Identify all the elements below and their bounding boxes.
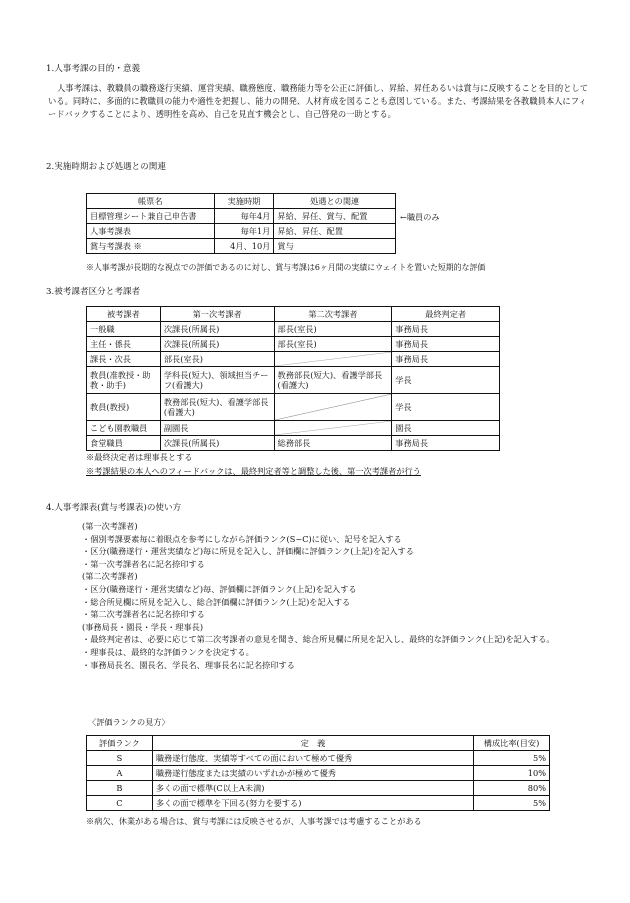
table-cell: 次課長(所属長)	[160, 436, 274, 451]
table-cell: 食堂職員	[87, 436, 161, 451]
section-1-body	[48, 82, 594, 122]
header-cell: 第一次考課者	[160, 307, 274, 322]
table-cell: 毎年4月	[214, 209, 274, 224]
table-cell: C	[87, 796, 153, 811]
table-cell: 一般職	[87, 322, 161, 337]
evaluator-table	[86, 306, 500, 451]
table-cell: 人事考課表	[87, 224, 215, 239]
table-cell: 事務局長	[392, 436, 500, 451]
table-cell: 賞与考課表 ※	[87, 239, 215, 254]
usage-instructions	[82, 520, 602, 671]
table-cell: 園長	[392, 421, 500, 436]
section-1-paragraph: 人事考課は、教職員の職務遂行実績、運営実績、職務態度、職務能力等を公正に評価し、昇給、昇任あるいは賞与に反映することを目的としている。同時に、多面的に教職員の能力や適性を把握し、能力の開発、人材育成を図ることも意図している。また、考課結果を各教職員本人にフィードバックすることにより、透明性を高め、自己を見直す機会とし、自己啓発の一助とする。	[48, 83, 589, 120]
table-row	[87, 209, 396, 224]
section-2-footnote: ※人事考課が長期的な視点での評価であるのに対し、賞与考課は6ヶ月間の実績にウェイトを置いた短期的な評価	[86, 263, 486, 272]
table-cell: 教務部長(短大)、看護学部長(看護大)	[274, 367, 392, 394]
table-header-row	[87, 307, 500, 322]
table-cell: 10%	[474, 766, 550, 781]
table-cell: 5%	[474, 796, 550, 811]
header-cell: 最終判定者	[392, 307, 500, 322]
list-item: ・区分(職務遂行・運営実績など)毎に所見を記入し、評価欄に評価ランク(上記)を記入する	[82, 546, 414, 557]
table-cell: 4月、10月	[214, 239, 274, 254]
table-cell: 職務遂行態度または実績のいずれかが極めて優秀	[152, 766, 473, 781]
header-cell: 構成比率(目安)	[474, 736, 550, 751]
staff-only-note: ←職員のみ	[400, 212, 440, 222]
table-cell: 次課長(所属長)	[160, 322, 274, 337]
header-cell: 帳票名	[87, 194, 215, 209]
table-cell: 教員(教授)	[87, 394, 161, 421]
table-row	[87, 367, 500, 394]
table-row	[87, 751, 550, 766]
table-row	[87, 239, 396, 254]
header-cell: 処遇との関連	[274, 194, 396, 209]
table-cell: 80%	[474, 781, 550, 796]
list-item: ・理事長は、最終的な評価ランクを決定する。	[82, 646, 254, 657]
list-item: ・第一次考課者名に記名捺印する	[82, 558, 205, 569]
table-cell: S	[87, 751, 153, 766]
table-cell: 事務局長	[392, 322, 500, 337]
header-cell: 第二次考課者	[274, 307, 392, 322]
table-cell: 多くの面で標準を下回る(努力を要する)	[152, 796, 473, 811]
table-row	[87, 796, 550, 811]
section-4-title: 4.人事考課表(賞与考課表)の使い方	[46, 503, 182, 513]
list-item: ・個別考課要素毎に着眼点を参考にしながら評価ランク(S~C)に従い、記号を記入する	[82, 533, 402, 544]
header-cell: 定 義	[152, 736, 473, 751]
list-item: (第二次考課者)	[82, 571, 138, 582]
empty-cell-slash	[274, 394, 392, 421]
table-cell: 昇給、昇任、配置	[274, 224, 396, 239]
table-row	[87, 781, 550, 796]
header-cell: 実施時期	[214, 194, 274, 209]
table-cell: 課長・次長	[87, 352, 161, 367]
table-row	[87, 337, 500, 352]
table-row	[87, 224, 396, 239]
table-cell: 学長	[392, 367, 500, 394]
table-header-row	[87, 736, 550, 751]
list-item: ・最終判定者は、必要に応じて第二次考課者の意見を聞き、総合所見欄に所見を記入し、最終的な評価ランク(上記)を記入する。	[82, 634, 555, 645]
table-cell: 部長(室長)	[274, 322, 392, 337]
table-cell: 学長	[392, 394, 500, 421]
table-row	[87, 322, 500, 337]
table-cell: 教務部長(短大)、看護学部長(看護大)	[160, 394, 274, 421]
table-cell: 副園長	[160, 421, 274, 436]
table-row	[87, 394, 500, 421]
section-3-note-1: ※最終決定者は理事長とする	[86, 452, 193, 462]
section-2-title: 2.実施時期および処遇との関連	[46, 162, 166, 172]
table-cell: 昇給、昇任、賞与、配置	[274, 209, 396, 224]
table-cell: 次課長(所属長)	[160, 337, 274, 352]
table-cell: 主任・係長	[87, 337, 161, 352]
timing-table	[86, 193, 396, 254]
list-item: (第一次考課者)	[82, 521, 138, 531]
table-cell: 学科長(短大)、領域担当チーフ(看護大)	[160, 367, 274, 394]
list-item: ・第二次考課者名に記名捺印する	[82, 609, 205, 620]
section-3-title: 3.被考課者区分と考課者	[46, 287, 141, 297]
table-cell: 目標管理シート兼自己申告書	[87, 209, 215, 224]
table-row	[87, 352, 500, 367]
table-cell: 事務局長	[392, 337, 500, 352]
table-cell: 部長(室長)	[160, 352, 274, 367]
table-row	[87, 436, 500, 451]
table-cell: 賞与	[274, 239, 396, 254]
table-cell: 部長(室長)	[274, 337, 392, 352]
table-row	[87, 766, 550, 781]
empty-cell-slash	[274, 352, 392, 367]
table-cell: 毎年1月	[214, 224, 274, 239]
list-item: (事務局長・園長・学長・理事長)	[82, 621, 204, 632]
header-cell: 評価ランク	[87, 736, 153, 751]
table-cell: こども園教職員	[87, 421, 161, 436]
table-header-row	[87, 194, 396, 209]
table-cell: 総務部長	[274, 436, 392, 451]
section-1-title: 1.人事考課の目的・意義	[46, 64, 141, 74]
header-cell: 被考課者	[87, 307, 161, 322]
table-cell: B	[87, 781, 153, 796]
table-cell: A	[87, 766, 153, 781]
list-item: ・区分(職務遂行・運営実績など)毎、評価欄に評価ランク(上記)を記入する	[82, 583, 357, 594]
table-cell: 職務遂行態度、実績等すべての面において極めて優秀	[152, 751, 473, 766]
list-item: ・事務局長名、園長名、学長名、理事長名に記名捺印する	[82, 659, 295, 670]
section-3-note-2: ※考課結果の本人へのフィードバックは、最終判定者等と調整した後、第一次考課者が行う	[86, 466, 421, 476]
table-row	[87, 421, 500, 436]
table-cell: 多くの面で標準(C以上A未満)	[152, 781, 473, 796]
empty-cell-slash	[274, 421, 392, 436]
list-item: ・総合所見欄に所見を記入し、総合評価欄に評価ランク(上記)を記入する	[82, 596, 351, 607]
table-cell: 教員(准教授・助教・助手)	[87, 367, 161, 394]
rank-table-footnote: ※病欠、休業がある場合は、賞与考課には反映させるが、人事考課では考慮することがある	[86, 816, 422, 826]
table-cell: 事務局長	[392, 352, 500, 367]
rank-table	[86, 735, 550, 811]
rank-table-title: 〈評価ランクの見方〉	[88, 717, 170, 727]
table-cell: 5%	[474, 751, 550, 766]
